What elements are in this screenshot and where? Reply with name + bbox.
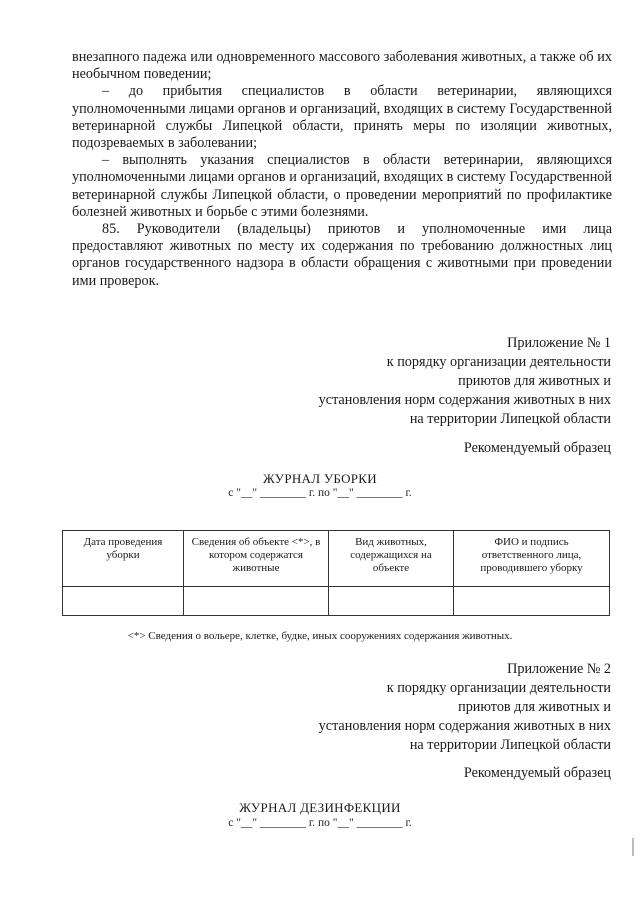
appendix-2-sample-label: Рекомендуемый образец [463, 765, 611, 781]
appendix-2-line: приютов для животных и [458, 699, 611, 715]
table-header-animal-type: Вид животных, содержащихся на объекте [329, 531, 454, 587]
appendix-2-line: к порядку организации деятельности [386, 680, 611, 696]
appendix-2-header [231, 660, 611, 755]
appendix-1-line: к порядку организации деятельности [386, 354, 611, 370]
appendix-2-number: Приложение № 2 [507, 661, 611, 677]
appendix-1-header [231, 334, 611, 429]
disinfection-journal-period: с "__" ________ г. по "__" ________ г. [228, 817, 412, 829]
appendix-2-line: установления норм содержания животных в них [318, 718, 611, 734]
appendix-1-line: установления норм содержания животных в них [318, 392, 611, 408]
scan-edge-mark [632, 838, 634, 856]
appendix-1-line: приютов для животных и [458, 373, 611, 389]
table-header-row [63, 531, 610, 587]
cleaning-journal-title: ЖУРНАЛ УБОРКИ [263, 471, 377, 486]
appendix-1-line: на территории Липецкой области [409, 411, 611, 427]
appendix-1-sample-label: Рекомендуемый образец [463, 440, 611, 456]
table-cell [184, 587, 329, 616]
paragraph-sudden-death: внезапного падежа или одновременного массового заболевания животных, а также об их необычном поведении; [72, 49, 612, 83]
body-text [72, 49, 612, 290]
paragraph-isolation: – до прибытия специалистов в области ветеринарии, являющихся уполномоченными лицами органов и организаций, входящих в систему Государственной ветеринарной службы Липецкой области, принять меры по изоляции животных, подозреваемых в заболевании; [72, 83, 612, 152]
table-footnote: <*> Сведения о вольере, клетке, будке, иных сооружениях содержания животных. [127, 630, 513, 642]
table-header-responsible: ФИО и подпись ответственного лица, проводившего уборку [454, 531, 610, 587]
cleaning-journal-table [62, 530, 610, 616]
table-header-object: Сведения об объекте <*>, в котором содержатся животные [184, 531, 329, 587]
cleaning-journal-period: с "__" ________ г. по "__" ________ г. [228, 487, 412, 499]
table-row [63, 587, 610, 616]
appendix-1-number: Приложение № 1 [507, 335, 611, 351]
table-cell [329, 587, 454, 616]
paragraph-85: 85. Руководители (владельцы) приютов и уполномоченные ими лица предоставляют животных по месту их содержания по требованию должностных лиц органов государственного надзора в области обращения с животными при проведении ими проверок. [72, 221, 612, 289]
table-cell [63, 587, 184, 616]
paragraph-instructions: – выполнять указания специалистов в области ветеринарии, являющихся уполномоченными лицами органов и организаций, входящих в систему Государственной ветеринарной службы Липецкой области, о проведении мероприятий по профилактике болезней животных и борьбе с этими болезнями. [72, 152, 612, 220]
appendix-2-line: на территории Липецкой области [409, 737, 611, 753]
table-header-date: Дата проведения уборки [63, 531, 184, 587]
disinfection-journal-title: ЖУРНАЛ ДЕЗИНФЕКЦИИ [239, 800, 401, 815]
table-cell [454, 587, 610, 616]
